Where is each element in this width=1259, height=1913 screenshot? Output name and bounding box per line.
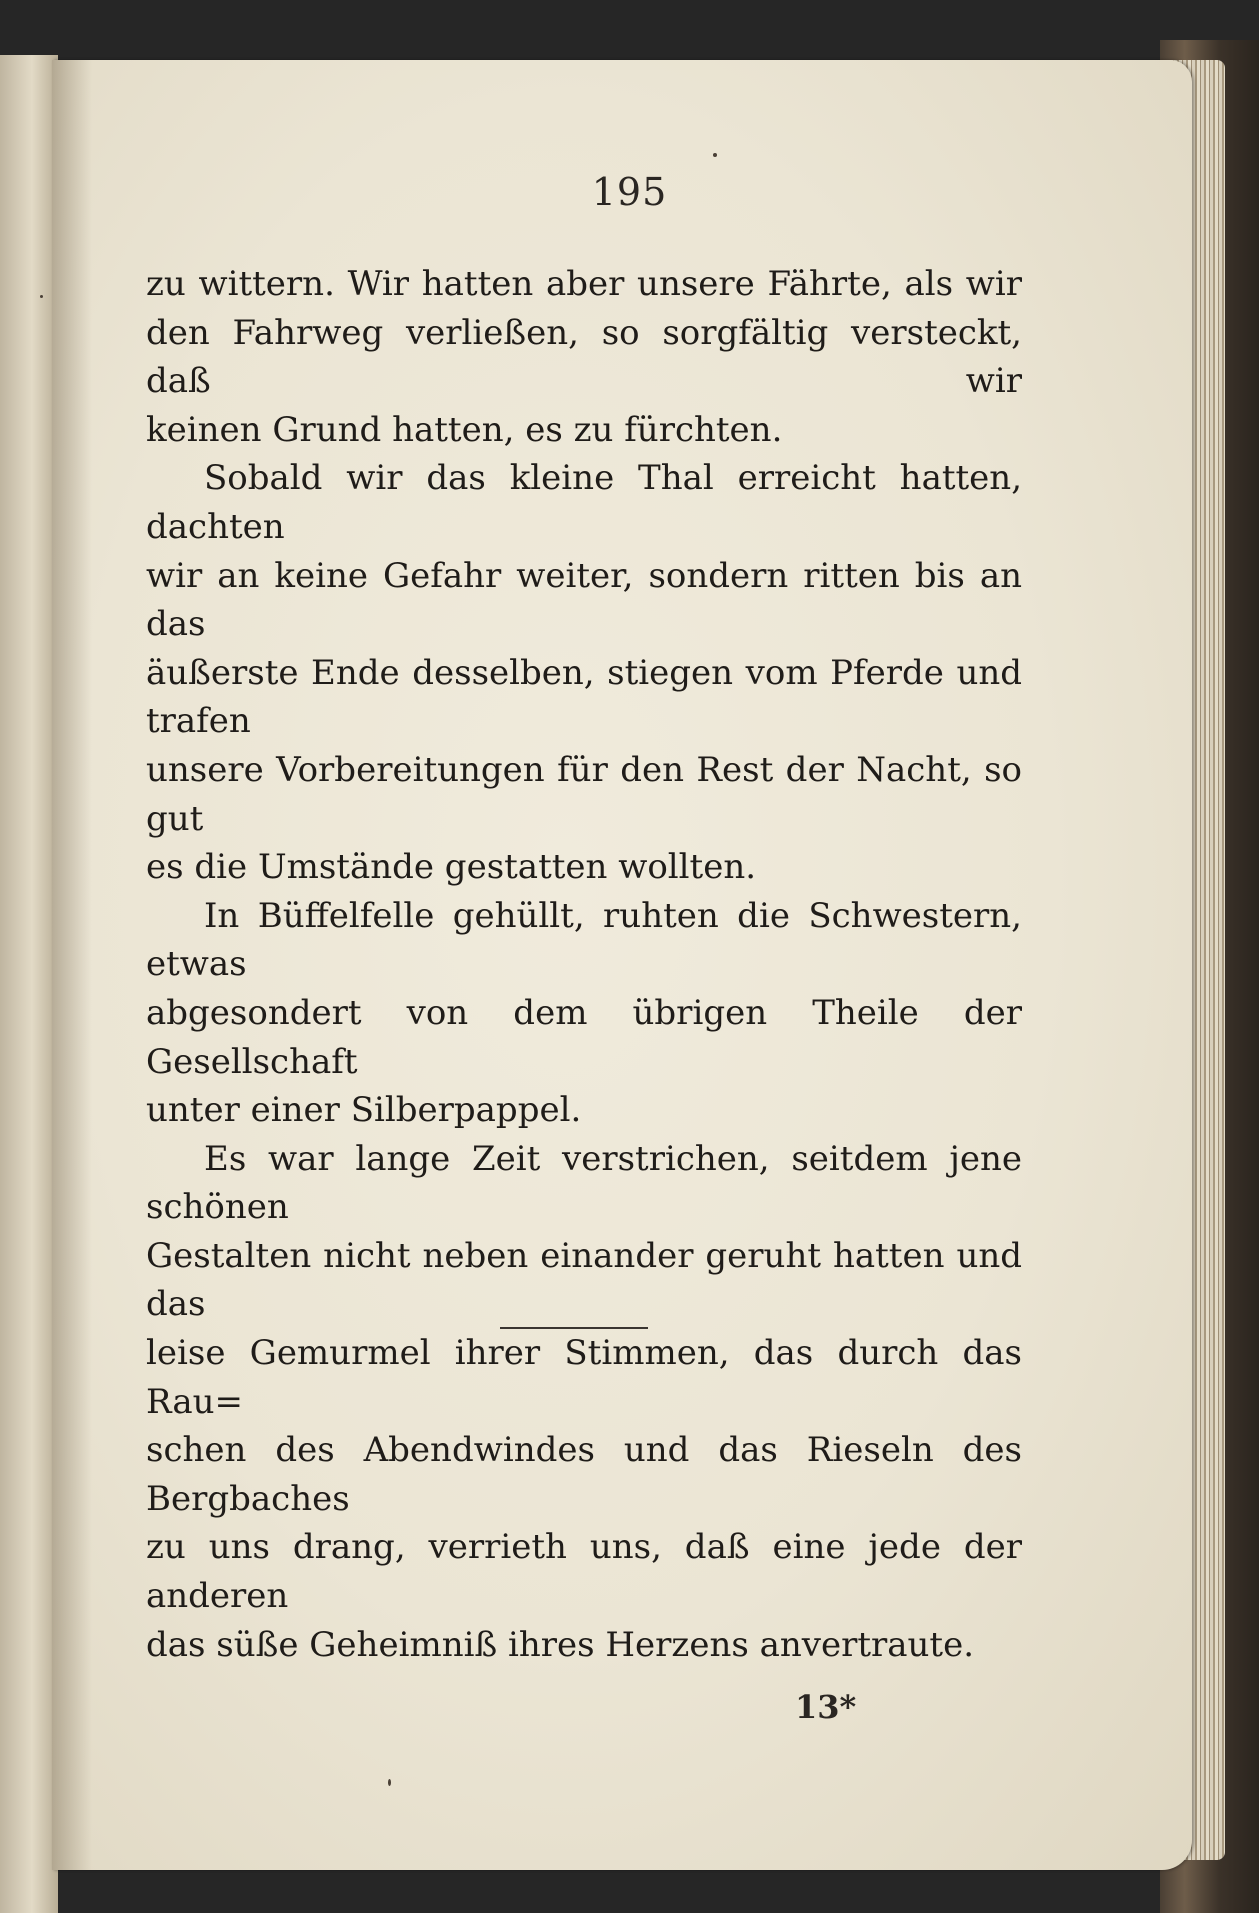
text-line: den Fahrweg verließen, so sorgfältig versteckt, daß wir [146,312,1022,402]
previous-page-edge [0,55,58,1913]
paper-speck [713,153,717,157]
text-line: In Büffelfelle gehüllt, ruhten die Schwestern, etwas [146,895,1022,985]
text-line: keinen Grund hatten, es zu fürchten. [146,409,783,450]
text-line: das süße Geheimniß ihres Herzens anvertraute. [146,1624,975,1665]
text-line: unsere Vorbereitungen für den Rest der Nacht, so gut [146,749,1022,839]
paragraph-3 [146,892,1022,1135]
text-line: unter einer Silberpappel. [146,1090,582,1131]
text-line: äußerste Ende desselben, stiegen vom Pferde und trafen [146,652,1022,742]
text-line: Es war lange Zeit verstrichen, seitdem jene schönen [146,1138,1022,1228]
paper-speck [388,1779,391,1786]
text-line: zu uns drang, verrieth uns, daß eine jede der anderen [146,1527,1022,1617]
body-text [146,260,1022,1669]
paragraph-4 [146,1135,1022,1670]
paragraph-2 [146,454,1022,891]
paper-speck [40,295,43,298]
paragraph-1 [146,260,1022,454]
printer-signature-mark: 13* [795,1688,857,1726]
text-line: abgesondert von dem übrigen Theile der Gesellschaft [146,992,1022,1082]
text-line: Sobald wir das kleine Thal erreicht hatten, dachten [146,458,1022,547]
text-line: Gestalten nicht neben einander geruht hatten und das [146,1235,1022,1325]
chapter-end-rule [500,1327,648,1329]
text-line: wir an keine Gefahr weiter, sondern ritten bis an das [146,555,1022,645]
text-line: es die Umstände gestatten wollten. [146,847,757,888]
text-line: schen des Abendwindes und das Rieseln des Bergbaches [146,1430,1022,1519]
text-line: leise Gemurmel ihrer Stimmen, das durch das Rau= [146,1333,1022,1422]
text-line: zu wittern. Wir hatten aber unsere Fährte, als wir [146,264,1022,304]
page-number: 195 [591,170,668,214]
page-gutter-shadow [52,60,92,1870]
